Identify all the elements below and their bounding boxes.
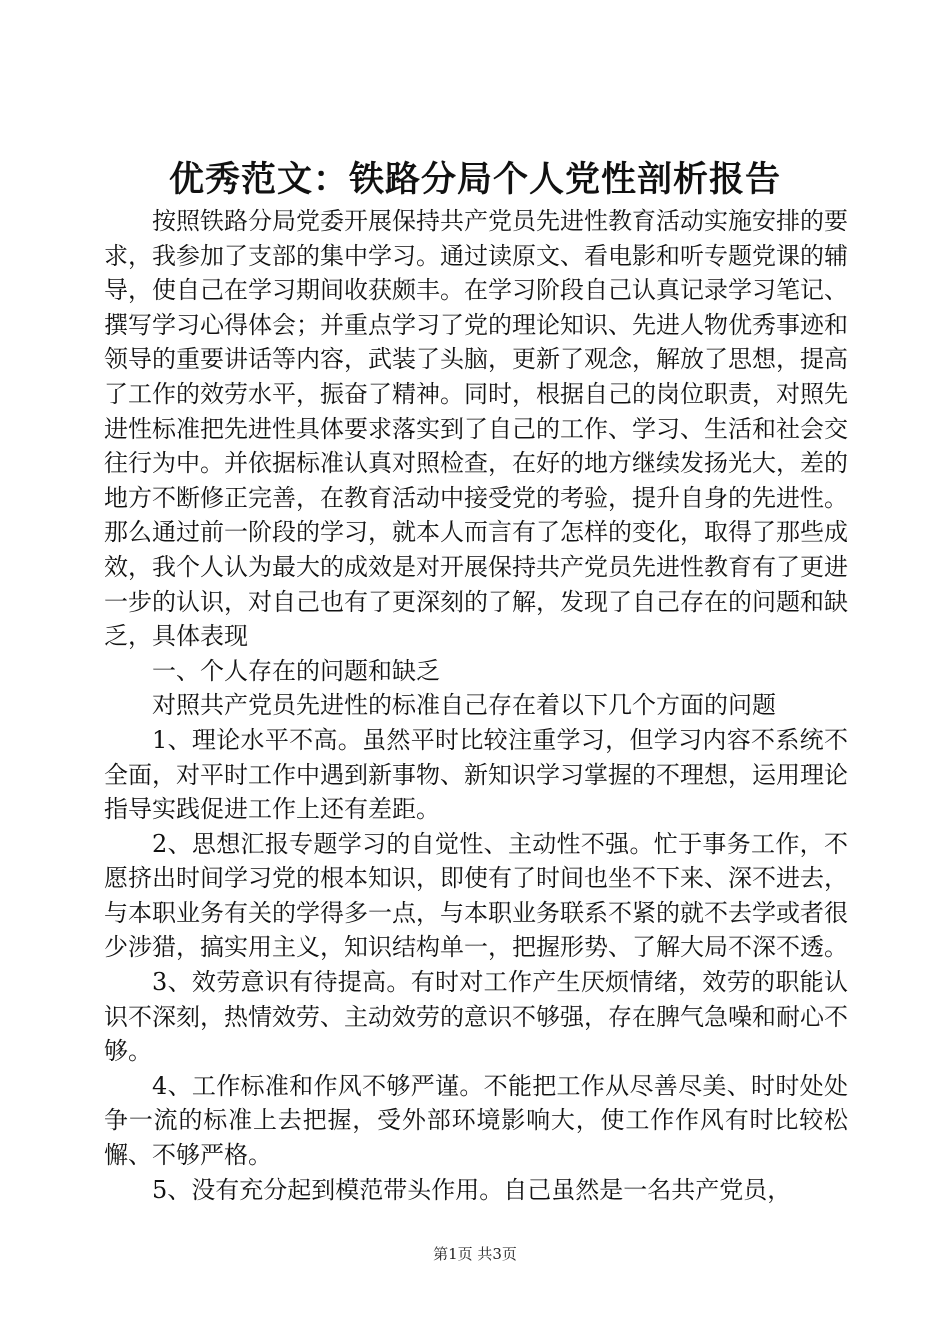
paragraph-item-3: 3、效劳意识有待提高。有时对工作产生厌烦情绪，效劳的职能认识不深刻，热情效劳、主动效劳的意识不够强，存在脾气急噪和耐心不够。	[104, 968, 848, 1066]
paragraph-item-5: 5、没有充分起到模范带头作用。自己虽然是一名共产党员，	[152, 1175, 792, 1204]
document-title: 优秀范文：铁路分局个人党性剖析报告	[168, 159, 781, 200]
paragraph-lead: 对照共产党员先进性的标准自己存在着以下几个方面的问题	[152, 691, 776, 720]
page-footer: 第1页 共3页	[433, 1245, 517, 1263]
paragraph-item-2: 2、思想汇报专题学习的自觉性、主动性不强。忙于事务工作，不愿挤出时间学习党的根本知识，即使有了时间也坐不下来、深不进去，与本职业务有关的学得多一点，与本职业务联系不紧的就不去学或者很少涉猎，搞实用主义，知识结构单一，把握形势、了解大局不深不透。	[104, 829, 848, 962]
section-heading: 一、个人存在的问题和缺乏	[152, 656, 440, 685]
paragraph-item-4: 4、工作标准和作风不够严谨。不能把工作从尽善尽美、时时处处争一流的标准上去把握，受外部环境影响大，使工作作风有时比较松懈、不够严格。	[104, 1071, 848, 1170]
paragraph-intro: 按照铁路分局党委开展保持共产党员先进性教育活动实施安排的要求，我参加了支部的集中学习。通过读原文、看电影和听专题党课的辅导，使自己在学习期间收获颇丰。在学习阶段自己认真记录学习笔记、撰写学习心得体会；并重点学习了党的理论知识、先进人物优秀事迹和领导的重要讲话等内容，武装了头脑，更新了观念，解放了思想，提高了工作的效劳水平，振奋了精神。同时，根据自己的岗位职责，对照先进性标准把先进性具体要求落实到了自己的工作、学习、生活和社会交往行为中。并依据标准认真对照检查，在好的地方继续发扬光大，差的地方不断修正完善，在教育活动中接受党的考验，提升自身的先进性。那么通过前一阶段的学习，就本人而言有了怎样的变化，取得了那些成效，我个人认为最大的成效是对开展保持共产党员先进性教育有了更进一步的认识，对自己也有了更深刻的了解，发现了自己存在的问题和缺乏，具体表现	[104, 207, 848, 651]
document-body	[104, 204, 848, 1207]
paragraph-item-1: 1、理论水平不高。虽然平时比较注重学习，但学习内容不系统不全面，对平时工作中遇到新事物、新知识学习掌握的不理想，运用理论指导实践促进工作上还有差距。	[104, 725, 848, 824]
